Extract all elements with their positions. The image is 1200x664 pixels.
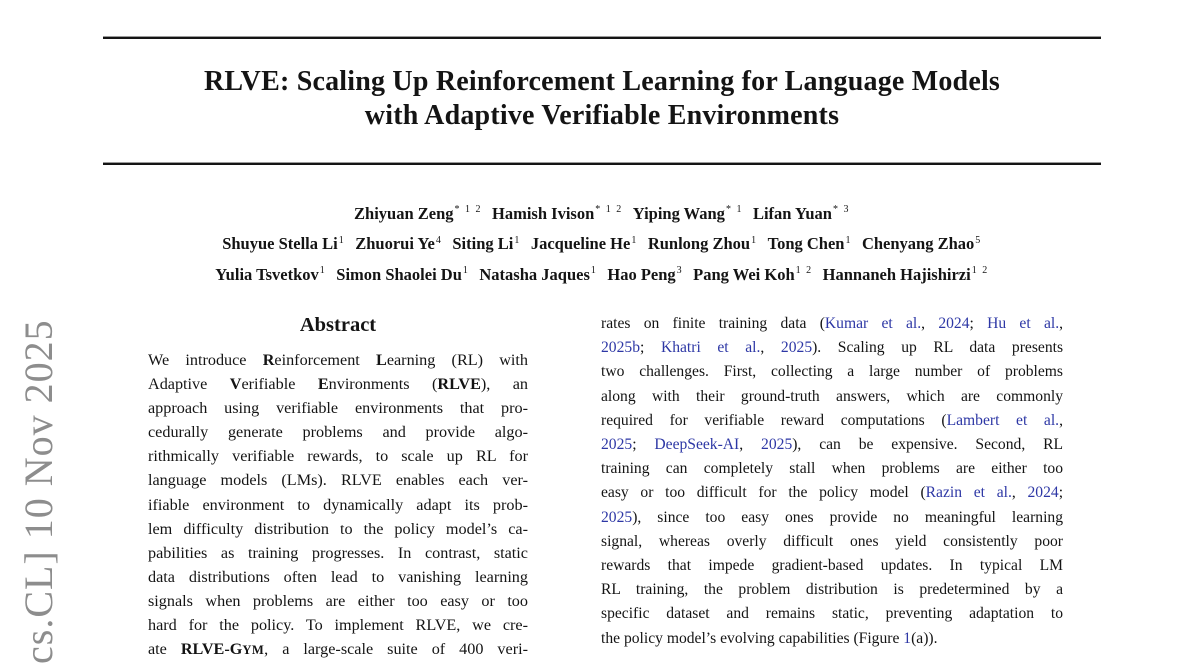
author [633, 204, 743, 223]
author [355, 234, 442, 253]
author-name: Siting Li [452, 234, 514, 253]
author-affiliation-sup: * 1 2 [454, 204, 483, 215]
author-name: Yulia Tsvetkov [215, 264, 319, 284]
author [823, 265, 989, 284]
author [222, 234, 345, 253]
title-bottom-rule [103, 162, 1101, 165]
intro-line [601, 530, 1063, 554]
abstract-line [148, 372, 528, 396]
author [492, 204, 623, 223]
intro-line [601, 506, 1063, 530]
author [862, 234, 982, 253]
author-affiliation-sup: 1 [462, 265, 470, 276]
author-name: Shuyue Stella Li [222, 234, 338, 253]
citation-link[interactable]: Kumar et al. [824, 315, 922, 332]
citation-link[interactable]: 2025 [601, 436, 633, 454]
body-text: two challenges. First, collecting a large number of problems [601, 363, 1063, 381]
abstract-line [148, 493, 528, 517]
abstract-line [148, 637, 528, 662]
body-text: signals when problems are either too easy or too [148, 591, 528, 610]
body-text: required for verifiable reward computations ( [601, 411, 947, 429]
body-text: ; [632, 436, 655, 454]
author-name: Pang Wei Koh [693, 264, 795, 284]
body-text: along with their ground-truth answers, which are commonly [601, 387, 1063, 405]
body-text: nvironments ( [328, 375, 438, 394]
abstract-line [148, 613, 528, 637]
body-text: data distributions often lead to vanishing learning [148, 567, 528, 586]
body-text: ifiable environment to dynamically adapt its prob- [148, 495, 528, 514]
body-text: signal, whereas overly difficult ones yield consistently poor [601, 532, 1063, 550]
author [215, 265, 326, 284]
author-name: Zhiyuan Zeng [354, 203, 454, 223]
author-name: Jacqueline He [530, 234, 631, 253]
citation-link[interactable]: DeepSeek-AI [654, 436, 740, 454]
abstract-line [148, 348, 528, 372]
body-text: ), can be expensive. Second, RL [792, 436, 1064, 454]
author [607, 265, 683, 284]
body-text: , [921, 315, 939, 332]
body-text: cedurally generate problems and provide algo- [148, 423, 528, 442]
author-affiliation-sup: 1 [845, 234, 852, 246]
author [531, 234, 638, 253]
author-name: Runlong Zhou [647, 234, 751, 253]
body-text: ; [969, 315, 988, 332]
abstract-line [148, 589, 528, 613]
citation-link[interactable]: 2025 [761, 436, 793, 454]
author [648, 234, 758, 253]
body-text: (a)). [911, 629, 938, 647]
emphasis-text: L [376, 351, 387, 369]
author-affiliation-sup: 4 [435, 234, 443, 246]
body-text: easy or too difficult for the policy model ( [601, 484, 926, 502]
body-text: pabilities as training progresses. In contrast, static [148, 543, 528, 562]
body-text: hard for the policy. To implement RLVE, we cre- [148, 616, 528, 635]
abstract-heading: Abstract [299, 314, 377, 336]
emphasis-text: RLVE-G [180, 640, 243, 659]
author-affiliation-sup: 1 [319, 265, 327, 276]
citation-link[interactable]: Hu et al. [987, 315, 1060, 332]
intro-line [601, 312, 1063, 336]
paper-title-line-1: RLVE: Scaling Up Reinforcement Learning for Language Models [203, 66, 1001, 97]
intro-line [601, 578, 1063, 602]
title-top-rule [103, 36, 1101, 39]
body-text: specific dataset and remains static, preventing adaptation to [601, 605, 1063, 623]
authors-block [103, 196, 1101, 288]
author-name: Tong Chen [767, 234, 845, 253]
author-affiliation-sup: * 3 [832, 204, 850, 215]
intro-line [601, 554, 1063, 578]
author-affiliation-sup: 1 [514, 234, 521, 246]
body-text: einforcement [274, 351, 376, 369]
body-text: Adaptive [148, 375, 230, 394]
author-affiliation-sup: 3 [676, 265, 684, 276]
author [354, 204, 482, 223]
author-name: Hamish Ivison [492, 203, 595, 223]
author-affiliation-sup: 1 2 [795, 265, 813, 276]
emphasis-text: RLVE [437, 375, 481, 394]
intro-line [601, 385, 1063, 409]
abstract-line [148, 517, 528, 541]
author-name: Chenyang Zhao [861, 234, 975, 253]
author-name: Zhuorui Ye [355, 234, 435, 253]
citation-link[interactable]: 2025 [780, 339, 813, 357]
author-affiliation-sup: 1 2 [971, 265, 989, 276]
paper-title-line-2: with Adaptive Verifiable Environments [364, 100, 840, 131]
body-text: rithmically verifiable rewards, to scale up RL for [148, 447, 528, 466]
body-text: , [1011, 484, 1028, 502]
author-affiliation-sup: * 1 [725, 204, 743, 215]
abstract-text [148, 348, 528, 662]
author [452, 234, 520, 253]
body-text: ; [639, 339, 661, 357]
body-text: rewards that impede gradient-based updates. In typical LM [601, 557, 1063, 575]
intro-line [601, 433, 1063, 457]
authors-row [103, 227, 1101, 258]
body-text: ; [1058, 484, 1064, 502]
abstract-line [148, 468, 528, 492]
body-text: , [760, 339, 781, 357]
intro-text [601, 312, 1063, 651]
author-name: Hannaneh Hajishirzi [822, 264, 971, 284]
intro-line [601, 409, 1063, 433]
abstract-line [148, 565, 528, 589]
body-text: We introduce [148, 351, 263, 369]
body-text: training can completely stall when problems are either too [601, 460, 1063, 478]
body-text: ate [148, 640, 181, 659]
emphasis-text: V [229, 375, 242, 394]
paper-title [103, 65, 1101, 133]
body-text: erifiable [241, 375, 318, 394]
citation-link[interactable]: 2025b [601, 339, 640, 357]
author-name: Hao Peng [607, 264, 676, 284]
emphasis-text: E [317, 375, 329, 394]
body-text: ), an [480, 375, 529, 394]
citation-link[interactable]: Khatri et al. [660, 339, 761, 357]
intro-line [601, 627, 1063, 651]
intro-line [601, 481, 1063, 505]
author-affiliation-sup: * 1 2 [595, 204, 623, 215]
body-text: earning (RL) with [386, 351, 528, 369]
body-text: ). Scaling up RL data presents [812, 339, 1064, 357]
abstract-line [148, 541, 528, 565]
citation-link[interactable]: 2024 [938, 315, 970, 332]
body-text: , [1059, 411, 1063, 429]
body-text: the policy model’s evolving capabilities (Figure [601, 629, 904, 647]
authors-row [103, 196, 1101, 227]
intro-line [601, 457, 1063, 481]
body-text: lem difficulty distribution to the policy model’s ca- [148, 519, 528, 538]
author [336, 265, 469, 284]
abstract-line [148, 444, 528, 468]
intro-line [601, 336, 1063, 360]
citation-link[interactable]: Lambert et al. [946, 411, 1060, 429]
citation-link[interactable]: 1 [903, 629, 912, 647]
emphasis-text: YM [242, 643, 265, 658]
author-affiliation-sup: 5 [975, 234, 982, 246]
author-affiliation-sup: 1 [590, 265, 598, 276]
author-name: Yiping Wang [632, 203, 725, 223]
body-text: rates on finite training data ( [601, 315, 825, 332]
author-affiliation-sup: 1 [338, 234, 346, 246]
intro-line [601, 602, 1063, 626]
body-text: approach using verifiable environments that pro- [148, 399, 528, 418]
body-text: , [1059, 315, 1064, 332]
body-text: ), since too easy ones provide no meaningful learning [632, 508, 1063, 526]
abstract-line [148, 396, 528, 420]
author [753, 204, 850, 223]
author [479, 265, 597, 284]
citation-link[interactable]: 2024 [1027, 484, 1059, 502]
author-name: Natasha Jaques [479, 264, 590, 284]
emphasis-text: R [262, 351, 275, 369]
citation-link[interactable]: Razin et al. [925, 484, 1012, 502]
citation-link[interactable]: 2025 [601, 508, 633, 526]
author [768, 234, 852, 253]
intro-line [601, 360, 1063, 384]
body-text: RL training, the problem distribution is predetermined by a [601, 581, 1063, 599]
author-affiliation-sup: 1 [751, 234, 758, 246]
body-text: language models (LMs). RLVE enables each ver- [148, 471, 528, 490]
arxiv-watermark: cs.CL] 10 Nov 2025 [16, 319, 61, 664]
body-text: , a large-scale suite of 400 veri- [264, 640, 528, 659]
body-text: , [739, 436, 762, 454]
abstract-line [148, 420, 528, 444]
author-name: Lifan Yuan [752, 203, 832, 223]
author-name: Simon Shaolei Du [336, 264, 462, 284]
authors-row [103, 257, 1101, 288]
author [693, 265, 812, 284]
author-affiliation-sup: 1 [631, 234, 638, 246]
